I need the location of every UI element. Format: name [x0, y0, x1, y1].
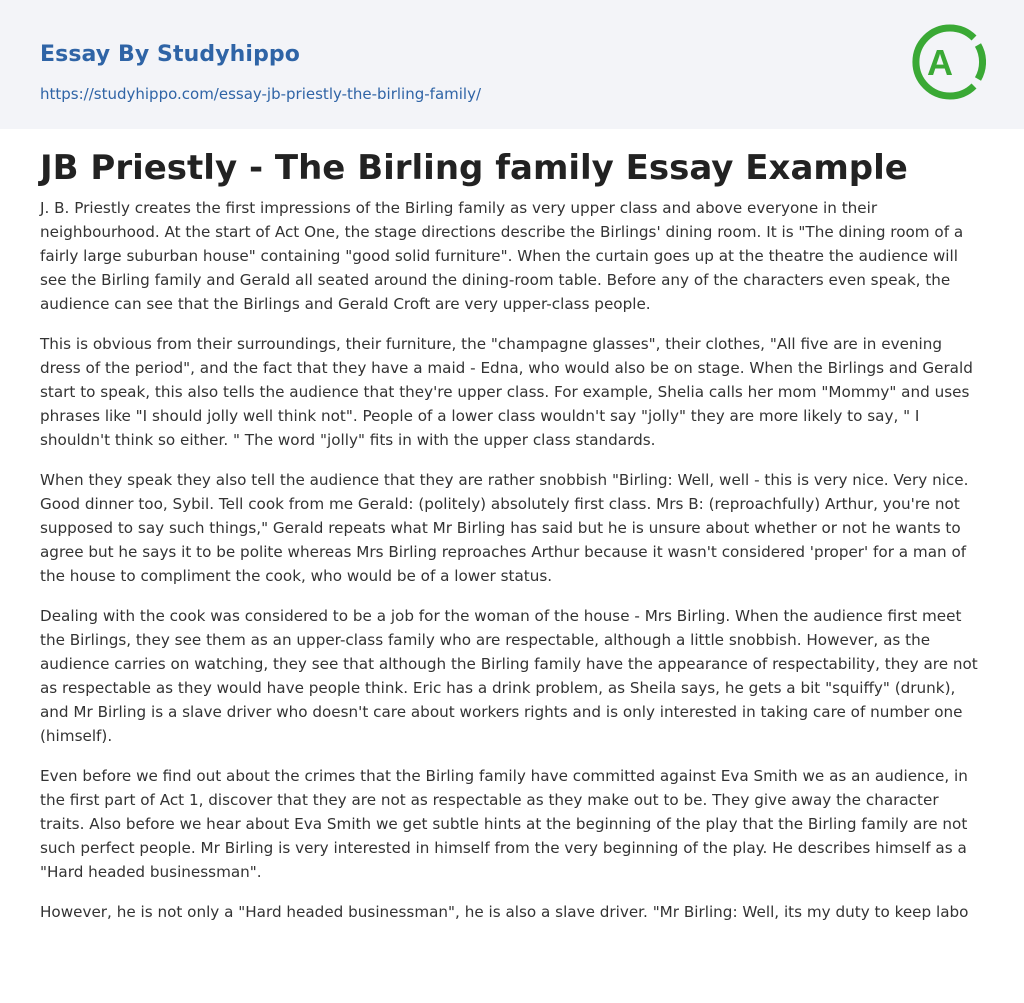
- source-url-link[interactable]: https://studyhippo.com/essay-jb-priestly-the-birling-family/: [40, 85, 482, 103]
- article-paragraph: When they speak they also tell the audience that they are rather snobbish "Birling: Well, well - this is very nice. Very nice. Good dinner too, Sybil. Tell cook from me Gerald: (politely) absolutely first class. Mrs B: (reproachfully) Arthur, you're not supposed to say such things," Gerald repeats what Mr Birling has said but he is unsure about whether or not he wants to agree but he says it to be polite whereas Mrs Birling reproaches Arthur because it wasn't considered 'proper' for a man of the house to compliment the cook, who would be of a lower status.: [40, 471, 969, 585]
- logo-icon[interactable]: [912, 18, 986, 106]
- article-paragraph: This is obvious from their surroundings, their furniture, the "champagne glasses", their clothes, "All five are in evening dress of the period", and the fact that they have a maid - Edna, who would also be on stage. When the Birlings and Gerald start to speak, this also tells the audience that they're upper class. For example, Shelia calls her mom "Mommy" and uses phrases like "I should jolly well think not". People of a lower class wouldn't say "jolly" they are more likely to say, " I shouldn't think so either. " The word "jolly" fits in with the upper class standards.: [40, 335, 973, 449]
- article-body: [40, 196, 984, 940]
- logo-letter: A: [927, 42, 953, 83]
- article-paragraph: Dealing with the cook was considered to be a job for the woman of the house - Mrs Birling. When the audience first meet the Birlings, they see them as an upper-class family who are respectable, although a little snobbish. However, as the audience carries on watching, they see that although the Birling family have the appearance of respectability, they are not as respectable as they would have people think. Eric has a drink problem, as Sheila says, he gets a bit "squiffy" (drunk), and Mr Birling is a slave driver who doesn't care about workers rights and is only interested in taking care of number one (himself).: [40, 607, 978, 745]
- article-paragraph: Even before we find out about the crimes that the Birling family have committed against Eva Smith we as an audience, in the first part of Act 1, discover that they are not as respectable as they make out to be. They give away the character traits. Also before we hear about Eva Smith we get subtle hints at the beginning of the play that the Birling family are not such perfect people. Mr Birling is very interested in himself from the very beginning of the play. He describes himself as a "Hard headed businessman".: [40, 767, 968, 881]
- page-title: JB Priestly - The Birling family Essay Example: [40, 148, 908, 188]
- article-paragraph: J. B. Priestly creates the first impressions of the Birling family as very upper class and above everyone in their neighbourhood. At the start of Act One, the stage directions describe the Birlings' dining room. It is "The dining room of a fairly large suburban house" containing "good solid furniture". When the curtain goes up at the theatre the audience will see the Birling family and Gerald all seated around the dining-room table. Before any of the characters even speak, the audience can see that the Birlings and Gerald Croft are very upper-class people.: [40, 199, 964, 313]
- logo-ring-icon: [912, 18, 986, 106]
- article-paragraph: However, he is not only a "Hard headed businessman", he is also a slave driver. "Mr Birling: Well, its my duty to keep labo: [40, 903, 969, 921]
- site-brand[interactable]: Essay By Studyhippo: [40, 42, 300, 67]
